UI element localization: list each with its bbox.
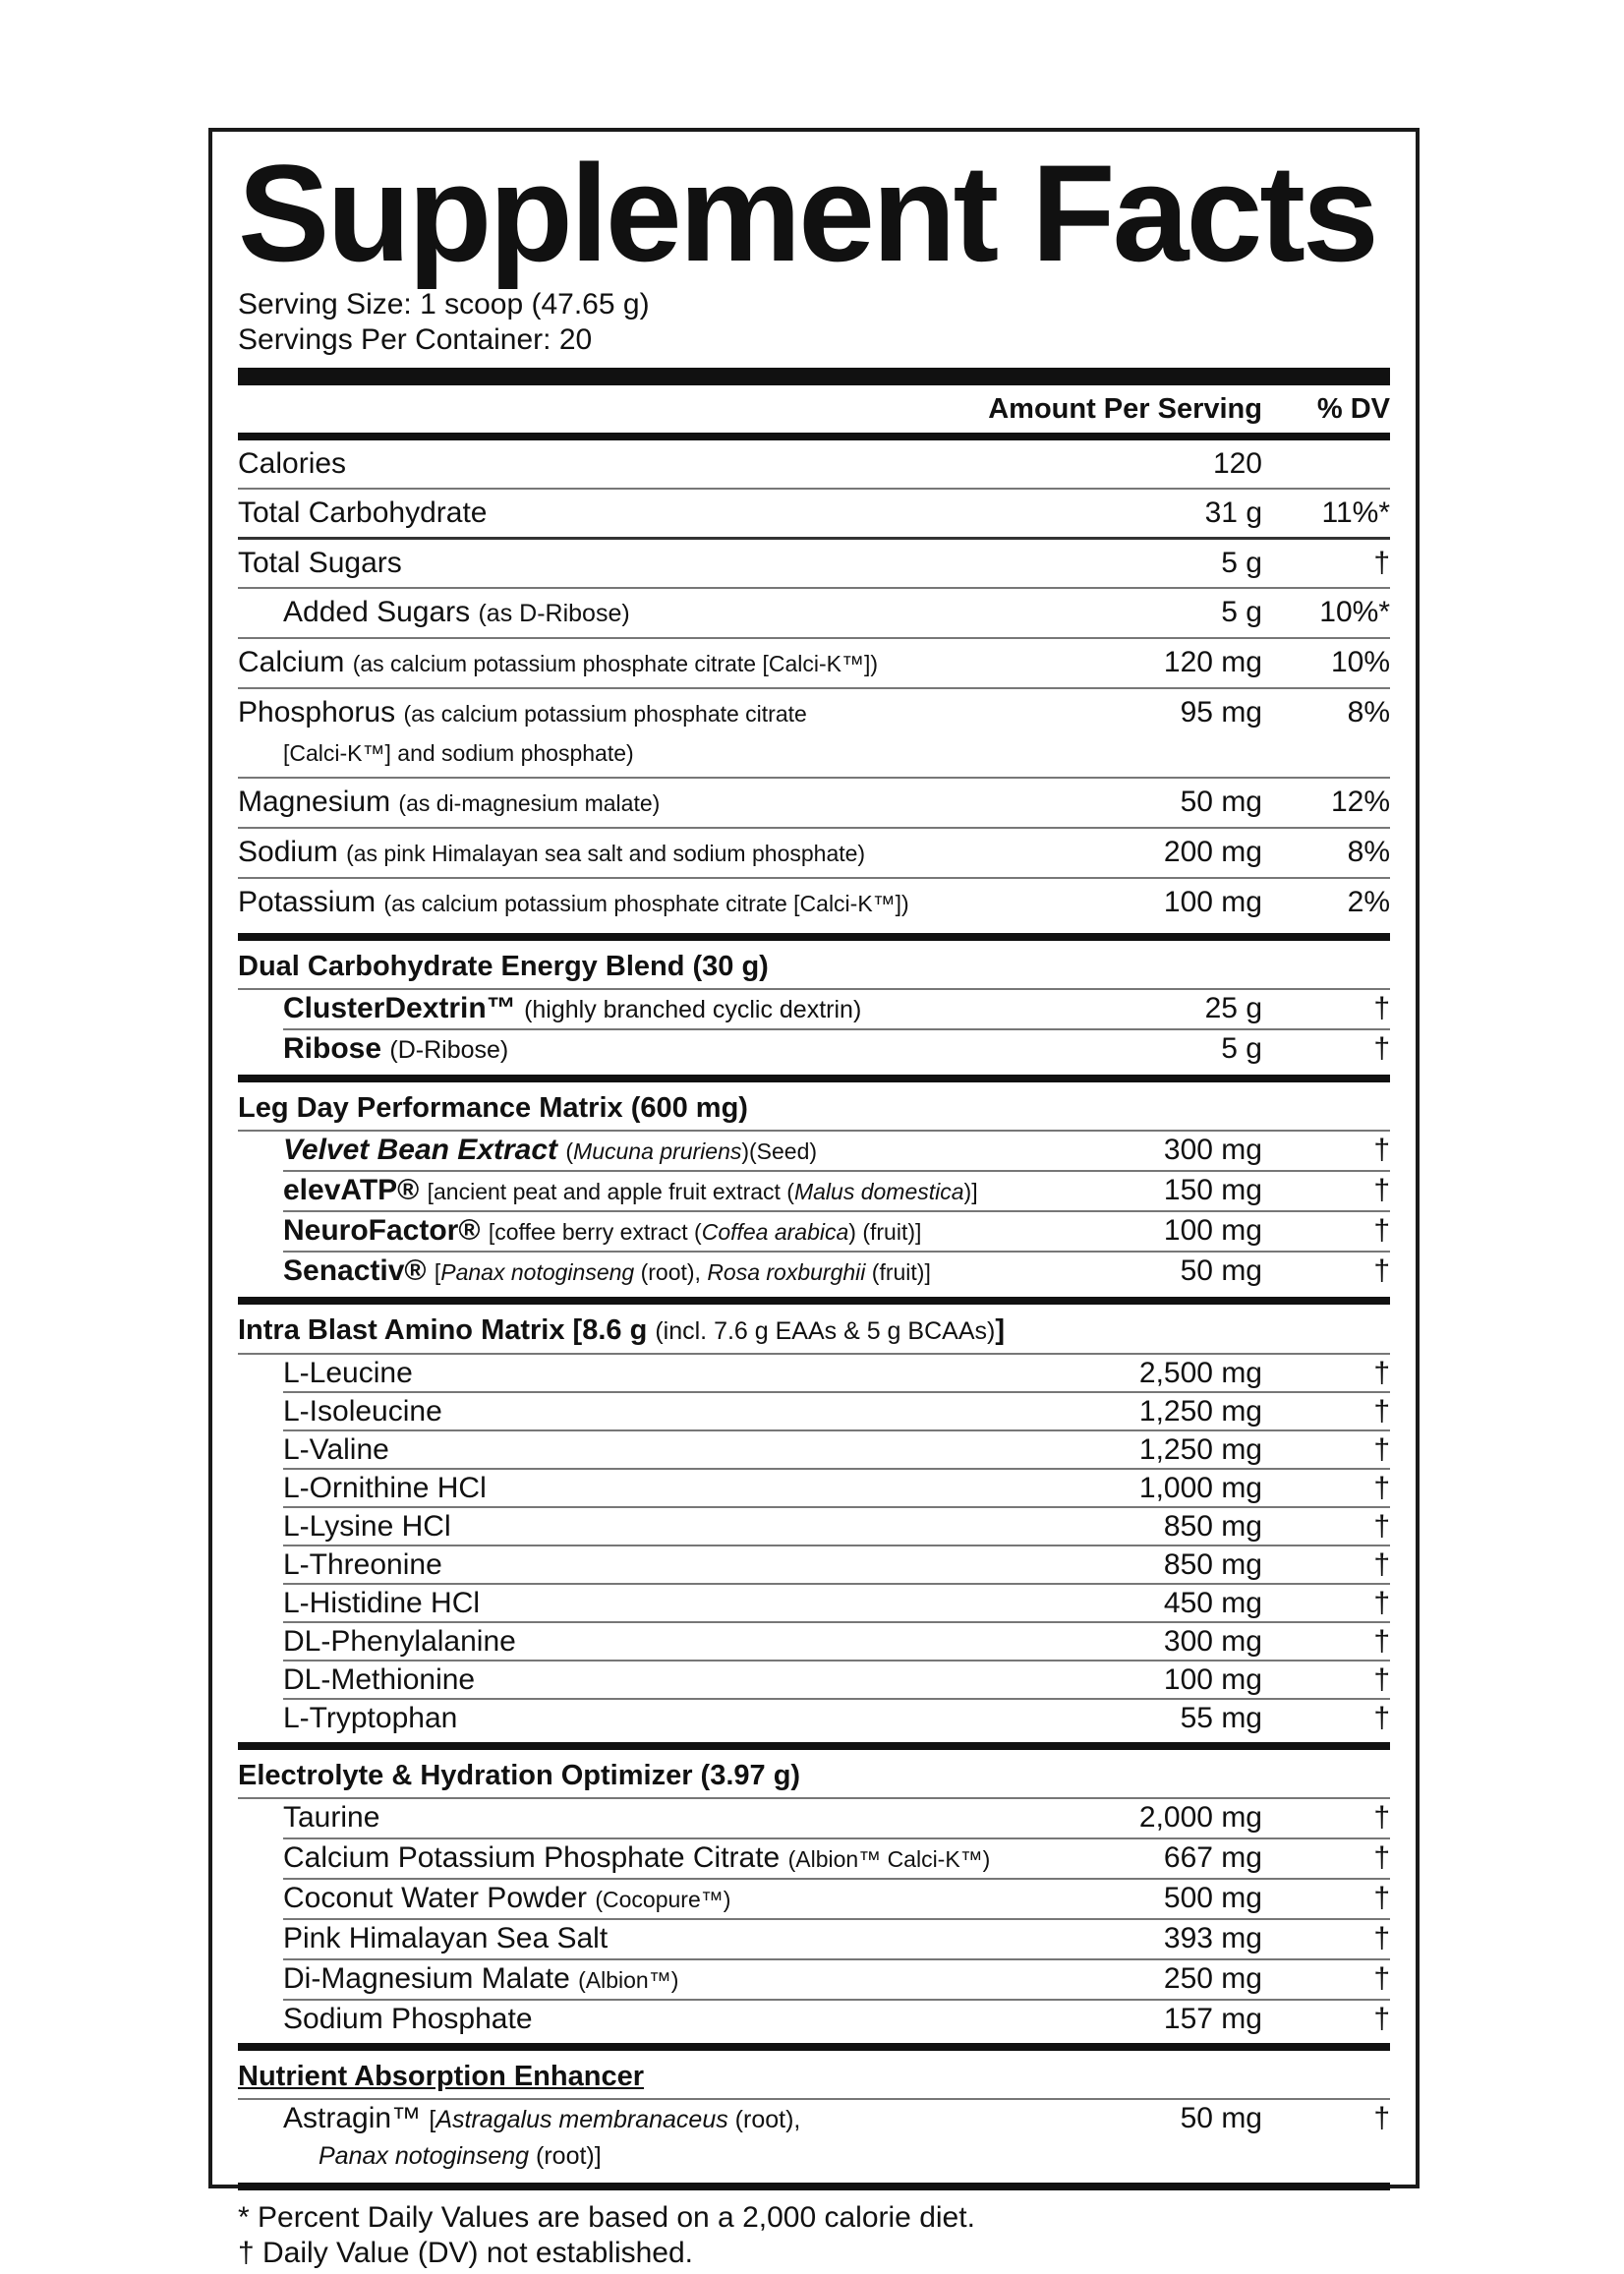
footnote-dv-not-established: † Daily Value (DV) not established. [238,2237,694,2269]
blend-item-name-group [283,1960,1052,1999]
blend-item-amount: 850 mg [1163,1548,1262,1581]
nutrient-detail: (as di-magnesium malate) [398,790,661,816]
absorption-item-dv: † [1373,2102,1390,2134]
nutrient-detail: (as D-Ribose) [478,600,630,627]
blend-item-name: Calcium Potassium Phosphate Citrate [283,1841,781,1874]
blend-item-amount: 1,250 mg [1138,1395,1262,1428]
blend-item-dv: † [1373,1663,1390,1696]
divider-medium [238,933,1390,941]
detail-italic: Mucuna pruriens [573,1138,742,1164]
nutrient-amount: 31 g [1204,496,1262,529]
blend-title: Intra Blast Amino Matrix [8.6 g [238,1314,648,1346]
blend-item-dv: † [1373,1801,1390,1834]
absorption-item-name: Astragin™ [283,2102,422,2134]
nutrient-amount: 100 mg [1163,886,1262,918]
blend-item-name-group [283,1253,1052,1291]
blend-item-amount: 2,500 mg [1138,1357,1262,1389]
blend-item-name: Ribose [283,1032,382,1065]
column-header [238,385,1390,433]
nutrient-dv: 12% [1330,786,1390,818]
divider-medium [238,433,1390,440]
blend-item-dv: † [1373,2003,1390,2035]
serving-size: Serving Size: 1 scoop (47.65 g) [238,288,650,321]
absorption-item [283,2100,1390,2175]
divider-medium [238,1742,1390,1750]
blend-electrolyte-title [238,1750,1390,1799]
blend-item-name-group [283,1212,1052,1251]
blend-item-name-group [283,1546,1052,1583]
nutrient-dv: † [1373,547,1390,579]
blend-item-name: Velvet Bean Extract [283,1134,558,1166]
detail-italic: Coffea arabica [701,1219,849,1245]
nutrient-row-added-sugars [238,587,1390,637]
blend-item-name: L-Ornithine HCl [283,1472,487,1504]
nutrient-dv: 8% [1347,696,1390,729]
blend-item-dv: † [1373,1702,1390,1734]
blend-item [283,1799,1390,1837]
divider-medium [238,2183,1390,2190]
blend-title: Dual Carbohydrate Energy Blend (30 g) [238,951,769,982]
nutrient-dv: 11%* [1321,496,1390,529]
detail-italic: Astragalus membranaceus [435,2106,728,2133]
blend-item-name-group [283,1132,1052,1170]
divider-medium [238,2043,1390,2051]
nutrient-detail: (as calcium potassium phosphate citrate [Calci-K™]) [383,891,909,916]
blend-item-detail [565,1138,817,1164]
panel-title: Supplement Facts [238,136,1376,290]
blend-item-amount: 500 mg [1163,1882,1262,1914]
blend-item [283,1878,1390,1918]
blend-item-name: DL-Phenylalanine [283,1625,516,1658]
blend-item-detail: (Albion™) [578,1967,679,1993]
blend-item-amount: 25 g [1204,992,1262,1024]
blend-amino-title [238,1305,1390,1355]
blend-item-name-group [283,2001,1052,2039]
nutrient-amount: 50 mg [1180,786,1262,818]
nutrient-name-group [238,779,1007,827]
blend-item-name: L-Tryptophan [283,1702,458,1734]
nutrient-detail: (as pink Himalayan sea salt and sodium phosphate) [346,841,866,866]
nutrient-name: Total Sugars [238,547,402,579]
nutrient-name: Potassium [238,886,377,918]
nutrient-dv [1262,440,1390,444]
blend-item [283,1251,1390,1291]
blend-item-dv: † [1373,1625,1390,1658]
blend-item-amount: 50 mg [1180,1254,1262,1287]
blend-item-name-group [283,1172,1052,1210]
blend-item [283,1660,1390,1698]
nutrient-name-group [238,879,1007,927]
blend-title-detail: (incl. 7.6 g EAAs & 5 g BCAAs) [655,1317,996,1345]
nutrient-name: Total Carbohydrate [238,496,488,529]
absorption-item-amount: 50 mg [1180,2102,1262,2134]
blend-title-end: ] [995,1314,1005,1346]
blend-item-amount: 250 mg [1163,1962,1262,1995]
detail-continued [283,2138,1052,2175]
absorption-title [238,2051,1390,2100]
blend-item [283,1999,1390,2039]
blend-item-dv: † [1373,1510,1390,1543]
nutrient-dv: 8% [1347,836,1390,868]
nutrient-dv: 10% [1330,646,1390,678]
blend-item-name-group [283,1623,1052,1660]
blend-item-name-group [283,1880,1052,1918]
blend-item-detail: (highly branched cyclic dextrin) [524,996,862,1023]
blend-item-dv: † [1373,1433,1390,1466]
nutrient-dv: 10%* [1319,596,1390,628]
nutrient-dv: 2% [1347,886,1390,918]
blend-item [283,1583,1390,1621]
nutrient-name: Phosphorus [238,696,396,729]
blend-item-name: L-Leucine [283,1357,413,1389]
blend-item-name: Pink Himalayan Sea Salt [283,1922,609,1954]
servings-per-container: Servings Per Container: 20 [238,323,593,356]
blend-item [283,1958,1390,1999]
blend-item-dv: † [1373,1254,1390,1287]
blend-item-name-group [283,1585,1052,1621]
electrolyte-list [238,1799,1390,2039]
nutrient-amount: 5 g [1221,596,1262,628]
blend-item-name: L-Histidine HCl [283,1587,481,1619]
nutrient-amount: 120 [1212,447,1262,480]
blend-item [283,1468,1390,1506]
blend-item [283,1028,1390,1069]
divider-medium [238,1297,1390,1305]
blend-item-name: ClusterDextrin™ [283,992,516,1024]
blend-item-amount: 150 mg [1163,1174,1262,1206]
blend-item [283,1132,1390,1170]
nutrient-detail: (as calcium potassium phosphate citrate [403,701,807,727]
blend-title-group [238,1311,1005,1351]
blend-item-name-group [283,1431,1052,1468]
blend-item-dv: † [1373,1174,1390,1206]
nutrient-name: Calcium [238,646,345,678]
blend-item [283,1918,1390,1958]
blend-item [283,1391,1390,1429]
blend-item-name-group [283,1470,1052,1506]
amount-per-serving-header: Amount Per Serving [988,392,1262,425]
blend-item-detail [435,1259,931,1285]
blend-item-amount: 100 mg [1163,1663,1262,1696]
nutrient-name-group [238,829,1007,877]
nutrient-amount: 95 mg [1180,696,1262,729]
blend-item-name: L-Valine [283,1433,389,1466]
blend-item-amount: 667 mg [1163,1841,1262,1874]
blend-item [283,1545,1390,1583]
blend-item-name: Coconut Water Powder [283,1882,588,1914]
blend-item-dv: † [1373,1134,1390,1166]
nutrient-row-calcium [238,637,1390,687]
blend-item-name: Senactiv® [283,1254,427,1287]
nutrient-row-potassium [238,877,1390,927]
nutrient-amount: 200 mg [1163,836,1262,868]
blend-item-name-group [283,1799,1052,1837]
detail-part: )] [963,1179,978,1204]
blend-item-amount: 300 mg [1163,1625,1262,1658]
blend-item-amount: 450 mg [1163,1587,1262,1619]
nutrient-row-total-sugars [238,537,1390,587]
nutrient-amount: 120 mg [1163,646,1262,678]
blend-item-dv: † [1373,1882,1390,1914]
blend-item-amount: 55 mg [1180,1702,1262,1734]
blend-item-detail: (Albion™ Calci-K™) [787,1846,991,1872]
blend-item-name-group [283,990,1052,1028]
detail-italic: Rosa roxburghii [707,1259,866,1285]
nutrient-name: Sodium [238,836,338,868]
nutrient-name: Magnesium [238,786,391,818]
detail-part: (root), [634,1259,708,1285]
blend-item-dv: † [1373,1395,1390,1428]
blend-item [283,990,1390,1028]
blend-title: Electrolyte & Hydration Optimizer (3.97 g) [238,1760,801,1791]
blend-item-amount: 157 mg [1163,2003,1262,2035]
blend-item-name: NeuroFactor® [283,1214,481,1247]
blend-item-dv: † [1373,1922,1390,1954]
detail-part: (root)] [529,2142,602,2170]
detail-part: [ [429,2106,436,2133]
blend-item-name-group [283,1700,1052,1736]
blend-item-amount: 5 g [1221,1032,1262,1065]
blend-item-dv: † [1373,1548,1390,1581]
blend-item-dv: † [1373,1032,1390,1065]
nutrient-name-group [238,589,1007,637]
nutrient-row-magnesium [238,777,1390,827]
blend-item-name-group [283,1839,1052,1878]
nutrient-row-sodium [238,827,1390,877]
blend-item-detail: (D-Ribose) [389,1036,509,1064]
detail-part: (fruit)] [865,1259,931,1285]
blend-item-amount: 2,000 mg [1138,1801,1262,1834]
detail-italic: Panax notoginseng [440,1259,635,1285]
detail-part: [ancient peat and apple fruit extract ( [427,1179,794,1204]
blend-item-dv: † [1373,1214,1390,1247]
blend-item-amount: 1,250 mg [1138,1433,1262,1466]
blend-title: Nutrient Absorption Enhancer [238,2061,644,2092]
detail-part: [coffee berry extract ( [488,1219,702,1245]
blend-item-detail [428,1179,978,1204]
blend-item [283,1429,1390,1468]
blend-carb-title [238,941,1390,990]
detail-part: ( [565,1138,574,1164]
blend-item-name: L-Threonine [283,1548,442,1581]
nutrient-detail-continued: [Calci-K™] and sodium phosphate) [283,740,634,766]
dv-header: % DV [1316,392,1390,425]
blend-item-name-group [283,1355,1052,1391]
blend-item-detail: (Cocopure™) [595,1887,731,1912]
detail-part: )(Seed) [741,1138,818,1164]
blend-item [283,1355,1390,1391]
blend-item [283,1698,1390,1736]
detail-part: ) (fruit)] [848,1219,922,1245]
footnote-percent-dv: * Percent Daily Values are based on a 2,000 calorie diet. [238,2201,975,2234]
divider-medium [238,1075,1390,1082]
blend-item-name-group [283,1508,1052,1545]
blend-item-name: L-Isoleucine [283,1395,442,1428]
blend-item-name: Di-Magnesium Malate [283,1962,570,1995]
detail-italic: Malus domestica [793,1179,964,1204]
nutrient-row-phosphorus [238,687,1390,777]
blend-item-amount: 393 mg [1163,1922,1262,1954]
amino-list [238,1355,1390,1736]
blend-item-amount: 300 mg [1163,1134,1262,1166]
detail-italic: Panax notoginseng [319,2142,530,2170]
nutrient-row-calories [238,440,1390,488]
nutrient-name-group [238,639,1007,687]
blend-item [283,1621,1390,1660]
nutrient-detail: (as calcium potassium phosphate citrate [Calci-K™]) [352,651,879,676]
blend-item [283,1170,1390,1210]
blend-item [283,1837,1390,1878]
blend-item-name-group [283,1393,1052,1429]
detail-part: (root), [727,2106,801,2133]
nutrient-row-carbohydrate [238,488,1390,537]
blend-legday-title [238,1082,1390,1132]
blend-item-dv: † [1373,1472,1390,1504]
blend-item-name-group [283,1662,1052,1698]
nutrient-name-group [238,689,1007,777]
blend-item [283,1506,1390,1545]
nutrient-name: Added Sugars [283,596,471,628]
blend-item-name-group [283,1920,1052,1958]
blend-item-dv: † [1373,1841,1390,1874]
blend-item-amount: 1,000 mg [1138,1472,1262,1504]
blend-item-name: elevATP® [283,1174,420,1206]
blend-item [283,1210,1390,1251]
supplement-facts-panel [208,128,1420,2269]
blend-item-dv: † [1373,992,1390,1024]
blend-item-dv: † [1373,1587,1390,1619]
detail-part: [ [434,1259,441,1285]
blend-item-name: L-Lysine HCl [283,1510,451,1543]
divider-thick [238,368,1390,385]
blend-item-dv: † [1373,1357,1390,1389]
blend-item-name: Taurine [283,1801,380,1834]
blend-item-name: DL-Methionine [283,1663,476,1696]
blend-item-dv: † [1373,1962,1390,1995]
blend-item-amount: 850 mg [1163,1510,1262,1543]
footnotes [238,2190,1390,2271]
blend-title: Leg Day Performance Matrix (600 mg) [238,1092,748,1124]
blend-item-name: Sodium Phosphate [283,2003,533,2035]
absorption-item-name-group [283,2100,1052,2175]
blend-item-detail [489,1219,922,1245]
blend-item-amount: 100 mg [1163,1214,1262,1247]
nutrient-name: Calories [238,447,347,480]
blend-item-name-group [283,1030,1052,1069]
nutrient-amount: 5 g [1221,547,1262,579]
